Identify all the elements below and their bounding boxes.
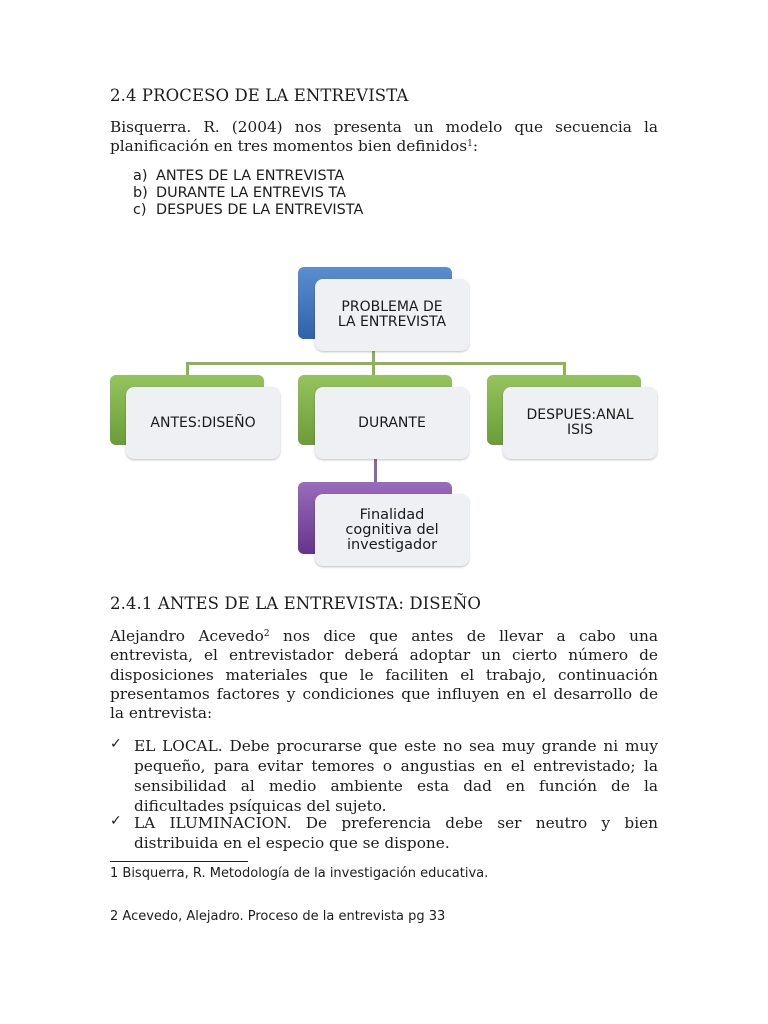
during-box [315,387,469,459]
intro-line-2-end: : [472,137,478,155]
connector-center [372,362,375,376]
after-line-1: DESPUES:ANAL [526,407,634,423]
footnote-2: 2 Acevedo, Alejadro. Proceso de la entrevista pg 33 [110,909,446,924]
factor-line: LA ILUMINACION. De preferencia debe ser neutro y bien [134,814,658,832]
list-marker: a) [133,168,148,184]
list-item-text: DESPUES DE LA ENTREVISTA [156,202,364,218]
footnote-ref-2[interactable]: 2 [263,629,270,639]
factor-line: distribuida en el especio que se dispone. [134,834,450,852]
list-item-text: DURANTE LA ENTREVIS TA [156,185,346,201]
subsection-title: 2.4.1 ANTES DE LA ENTREVISTA: DISEÑO [110,594,481,613]
before-label: ANTES:DISEÑO [150,415,256,431]
footnote-ref-1[interactable]: 1 [467,139,473,149]
goal-line-2: cognitiva del [345,521,439,538]
connector-right [563,362,566,376]
factor-line: dificultades psíquicas del sujeto. [134,797,387,815]
goal-box [315,494,469,566]
factor-line: EL LOCAL. Debe procurarse que este no sea muy grande ni muy [134,737,658,755]
design-paragraph [110,627,658,723]
check-icon: ✓ [110,813,122,829]
factor-line: pequeño, para evitar temores o angustias en el entrevistado; la [134,757,658,775]
factor-text [134,736,658,816]
after-box [503,387,657,459]
list-marker: c) [133,202,147,218]
root-line-2: LA ENTREVISTA [337,314,447,330]
section-title: 2.4 PROCESO DE LA ENTREVISTA [110,86,409,105]
design-line-1-rest: nos dice que antes de llevar a cabo una [269,627,658,645]
design-line-5: la entrevista: [110,704,213,723]
design-line-2: entrevista, el entrevistador deberá adoptar un cierto número de [110,646,658,665]
design-line-3: disposiciones materiales que le faciliten el trabajo, continuación [110,665,658,684]
root-box [315,279,469,351]
design-line-1 [110,627,658,646]
author-name: Alejandro Acevedo [110,627,264,645]
footnote-separator [110,861,248,862]
list-marker: b) [133,185,148,201]
intro-line-1: Bisquerra. R. (2004) nos presenta un modelo que secuencia la [110,118,658,136]
factor-line: sensibilidad al medio ambiente esta dad en función de la [134,777,658,795]
connector-goal [374,455,377,483]
after-line-2: ISIS [566,422,593,438]
before-box [126,387,280,459]
goal-line-1: Finalidad [359,506,425,523]
intro-line-2-text: planificación en tres momentos bien definidos [110,137,468,155]
design-line-4: presentamos factores y condiciones que influyen en el desarrollo de [110,684,658,703]
goal-line-3: investigador [346,536,438,553]
footnote-1: 1 Bisquerra, R. Metodología de la investigación educativa. [110,866,489,881]
during-label: DURANTE [358,415,426,431]
factor-text [134,813,658,853]
check-icon: ✓ [110,736,122,752]
list-item-text: ANTES DE LA ENTREVISTA [156,168,345,184]
connector-left [186,362,189,376]
root-line-1: PROBLEMA DE [341,299,443,315]
connector-horizontal [186,362,566,365]
